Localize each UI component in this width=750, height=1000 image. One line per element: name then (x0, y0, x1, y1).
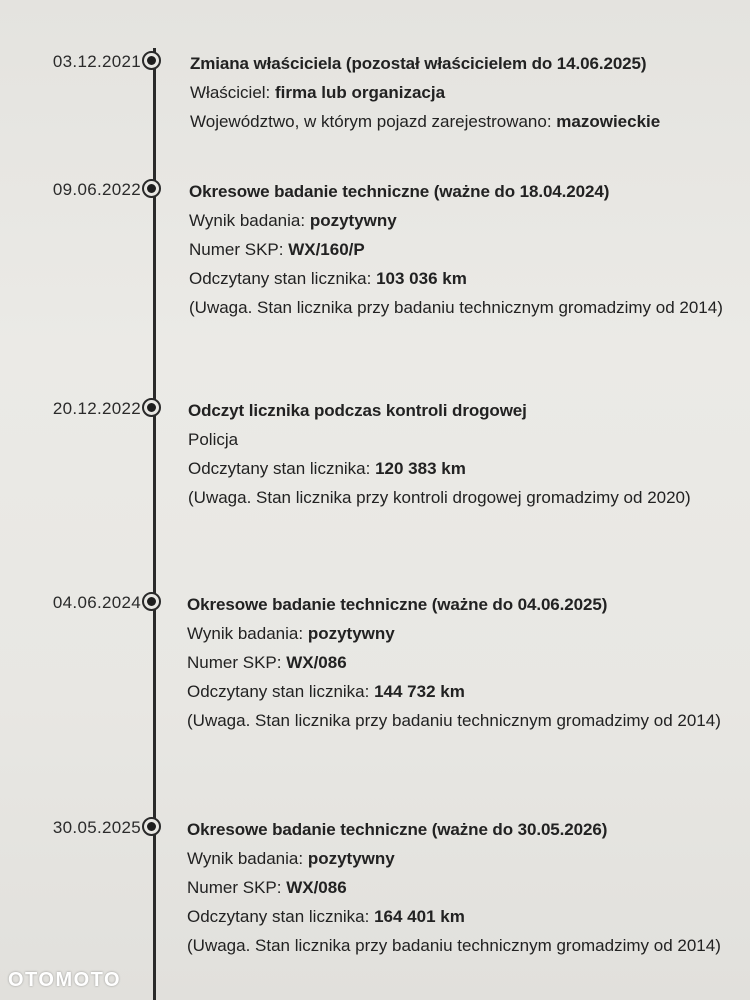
event-detail-line (187, 677, 747, 706)
event-date: 30.05.2025 (52, 818, 141, 837)
event-detail-line (190, 107, 750, 136)
detail-label: Właściciel: (190, 83, 276, 102)
event-date: 20.12.2022 (52, 399, 141, 418)
event-title: Odczyt licznika podczas kontroli drogowej (188, 401, 527, 420)
timeline-marker-icon (142, 179, 161, 198)
detail-label: Numer SKP: (187, 878, 287, 897)
event-date: 09.06.2022 (52, 180, 141, 199)
event-details (188, 396, 748, 512)
event-note: (Uwaga. Stan licznika przy badaniu technicznym gromadzimy od 2014) (187, 936, 721, 955)
event-details (187, 815, 747, 960)
event-title: Okresowe badanie techniczne (ważne do 18.04.2024) (189, 182, 610, 201)
detail-value: 144 732 km (374, 682, 465, 701)
event-date: 03.12.2021 (52, 52, 141, 71)
detail-value: WX/086 (286, 878, 347, 897)
event-note: (Uwaga. Stan licznika przy kontroli drogowej gromadzimy od 2020) (188, 488, 691, 507)
detail-label: Policja (188, 430, 239, 449)
detail-label: Odczytany stan licznika: (187, 682, 375, 701)
timeline-marker-icon (142, 592, 161, 611)
event-details (189, 177, 749, 322)
detail-value: WX/086 (286, 653, 347, 672)
event-details (190, 49, 750, 136)
event-detail-line (188, 425, 748, 454)
timeline-marker-icon (142, 817, 161, 836)
detail-value: pozytywny (309, 211, 397, 230)
timeline-marker-icon (142, 398, 161, 417)
detail-label: Odczytany stan licznika: (187, 907, 375, 926)
event-detail-line (187, 873, 747, 902)
event-note: (Uwaga. Stan licznika przy badaniu technicznym gromadzimy od 2014) (189, 298, 723, 317)
event-date: 04.06.2024 (52, 593, 141, 612)
detail-label: Numer SKP: (187, 653, 287, 672)
event-note: (Uwaga. Stan licznika przy badaniu technicznym gromadzimy od 2014) (187, 711, 721, 730)
detail-label: Odczytany stan licznika: (188, 459, 376, 478)
event-title: Okresowe badanie techniczne (ważne do 04.06.2025) (187, 595, 608, 614)
detail-label: Odczytany stan licznika: (189, 269, 377, 288)
event-title: Zmiana właściciela (pozostał właścicielem do 14.06.2025) (190, 54, 647, 73)
event-detail-line (187, 844, 747, 873)
detail-label: Wynik badania: (187, 624, 308, 643)
detail-label: Wynik badania: (189, 211, 310, 230)
event-detail-line (190, 78, 750, 107)
event-detail-line (187, 619, 747, 648)
detail-value: pozytywny (307, 849, 395, 868)
detail-value: 164 401 km (374, 907, 465, 926)
event-detail-line (189, 235, 749, 264)
detail-value: firma lub organizacja (275, 83, 446, 102)
event-details (187, 590, 747, 735)
timeline-marker-icon (142, 51, 161, 70)
detail-label: Wynik badania: (187, 849, 308, 868)
event-detail-line (187, 648, 747, 677)
event-title: Okresowe badanie techniczne (ważne do 30.05.2026) (187, 820, 608, 839)
detail-value: 103 036 km (376, 269, 467, 288)
otomoto-watermark: OTOMOTO (8, 969, 122, 991)
detail-value: mazowieckie (556, 112, 661, 131)
event-detail-line (187, 902, 747, 931)
detail-value: WX/160/P (288, 240, 365, 259)
detail-label: Województwo, w którym pojazd zarejestrowano: (190, 112, 557, 131)
event-detail-line (189, 206, 749, 235)
detail-value: pozytywny (307, 624, 395, 643)
detail-value: 120 383 km (375, 459, 466, 478)
event-detail-line (189, 264, 749, 293)
event-detail-line (188, 454, 748, 483)
detail-label: Numer SKP: (189, 240, 289, 259)
